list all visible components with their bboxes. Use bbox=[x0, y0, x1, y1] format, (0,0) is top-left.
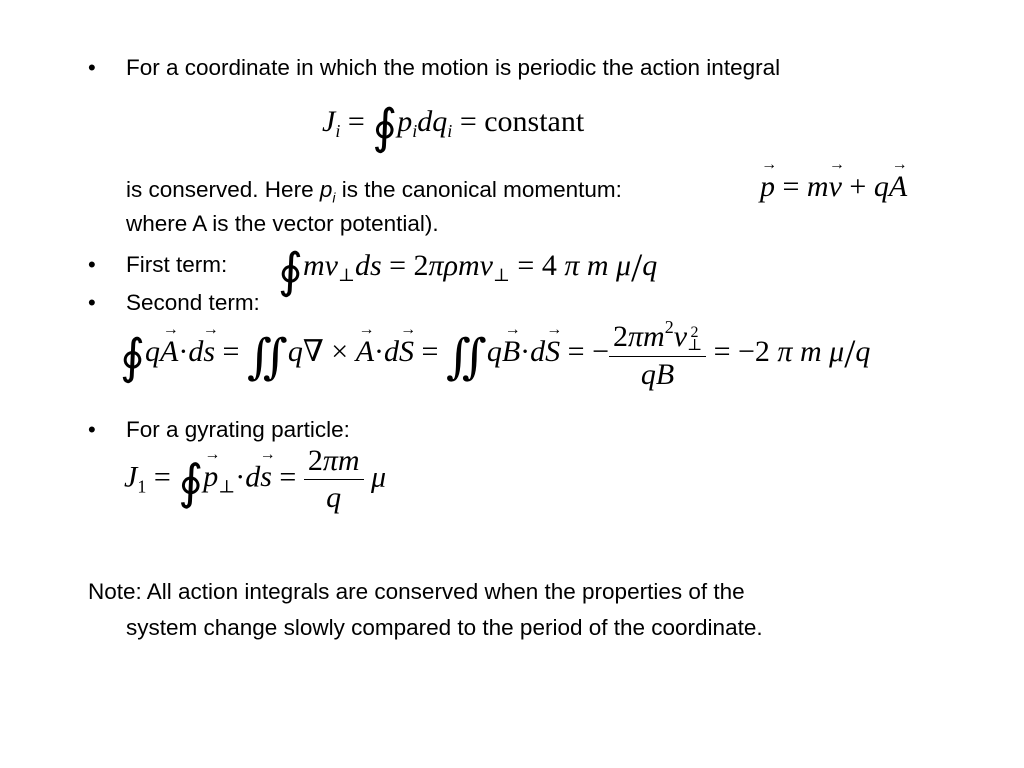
note-line-1: Note: All action integrals are conserved when the properties of the bbox=[88, 579, 745, 604]
note-line-2: system change slowly compared to the period of the coordinate. bbox=[126, 615, 763, 640]
bullet-text-action-integral: For a coordinate in which the motion is periodic the action integral bbox=[126, 55, 781, 80]
equation-action-integral: $J_i$ = $∮p_idq_i$ = constant bbox=[322, 101, 585, 154]
bullet-marker: • bbox=[88, 55, 96, 80]
bullet-text-canonical-momentum: is conserved. Here $p_i$ is the canonical momentum: bbox=[126, 177, 622, 206]
bullet-text-gyrating-particle: For a gyrating particle: bbox=[126, 417, 350, 442]
equation-first-term: $∮mv_\perp ds = 2\pi\rho mv_\perp = 4$ π m μ/q bbox=[278, 245, 658, 298]
bullet-marker: • bbox=[88, 290, 96, 315]
bullet-text-vector-potential: where A is the vector potential). bbox=[126, 211, 439, 236]
bullet-text-second-term: Second term: bbox=[126, 290, 260, 315]
equation-second-term: ∮q→ A·d→ s = ∬q∇ × → A·d→ S = ∬q→ B·d→ S = − $2\pi m^2v$ 2 ⊥ qB = −2 π m μ/q bbox=[120, 318, 870, 390]
equation-gyrating-particle: $J_1$ = ∮→ $p_\perp\cdot d\to s$ = $\frac{2\pi m}{q}$ μ bbox=[124, 446, 386, 513]
bullet-text-first-term: First term: bbox=[126, 252, 228, 277]
bullet-marker: • bbox=[88, 252, 96, 277]
equation-canonical-momentum: → p = m→ v + q→ A bbox=[760, 172, 907, 202]
bullet-marker: • bbox=[88, 417, 96, 442]
